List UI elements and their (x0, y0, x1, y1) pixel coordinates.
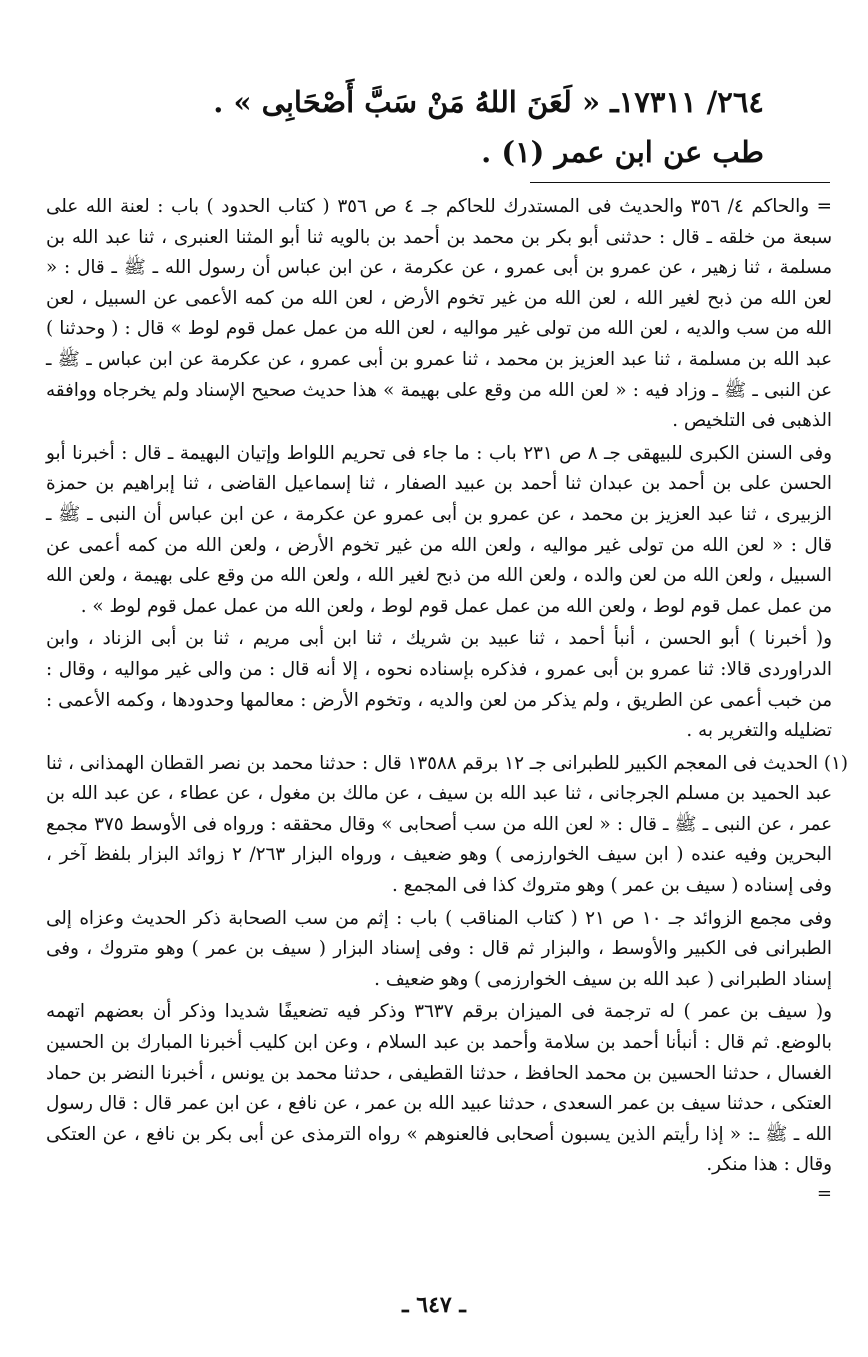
page-number: ـ ٦٤٧ ـ (402, 1292, 466, 1318)
footnote-marker: (١) (823, 752, 848, 774)
footnote-continuation-paragraph: = والحاكم ٤/ ٣٥٦ والحديث فى المستدرك للحاكم جـ ٤ ص ٣٥٦ ( كتاب الحدود ) باب : لعنة الله على سبعة من خلقه ـ قال : حدثنى أبو بكر بن محمد بن أحمد بن بالويه ثنا أبو المثنا العنبرى ، ثنا عبد الله بن مسلمة ، ثنا زهير ، عن عمرو بن أبى عمرو ، عن عكرمة ، عن ابن عباس أن رسول الله ـ ﷺ ـ قال : « لعن الله من ذبح لغير الله ، لعن الله من غير تخوم الأرض ، لعن الله من كمه الأعمى عن السبيل ، لعن الله من سب والديه ، لعن الله من تولى غير مواليه ، لعن الله من عمل عمل قوم لوط » قال : ( وحدثنا ) عبد الله بن مسلمة ، ثنا عبد العزيز بن محمد ، ثنا عمرو بن أبى عمرو ، عن عكرمة عن ابن عباس ـ ﷺ ـ عن النبى ـ ﷺ ـ وزاد فيه : « لعن الله من وقع على بهيمة » هذا حديث صحيح الإسناد ولم يخرجاه ووافقه الذهبى فى التلخيص . (46, 196, 832, 432)
footnote-paragraph-majma: وفى مجمع الزوائد جـ ١٠ ص ٢١ ( كتاب المناقب ) باب : إثم من سب الصحابة ذكر الحديث وعزاه إلى الطبرانى فى الكبير والأوسط ، والبزار ثم قال : وفى إسناد البزار ( سيف بن عمر ) وهو متروك ، وفى إسناد الطبرانى ( عبد الله بن سيف الخوارزمى ) وهو ضعيف . (46, 907, 832, 990)
footnote-1-text: الحديث فى المعجم الكبير للطبرانى جـ ١٢ برقم ١٣٥٨٨ قال : حدثنا محمد بن نصر القطان الهمذانى ، ثنا عبد الحميد بن مسلم الجرجانى ، ثنا عبد الله بن سيف ، عن مالك بن مغول ، عن عطاء ، عن عبد الله بن عمر ، عن النبى ـ ﷺ ـ قال : « لعن الله من سب أصحابى » وقال محققه : ورواه فى الأوسط ٣٧٥ مجمع البحرين وفيه عنده ( ابن سيف الخوارزمى ) وهو ضعيف ، ورواه البزار ٢٦٣/ ٢ زوائد البزار بلفظ آخر ، وفى إسناده ( سيف بن عمر ) وهو متروك كذا فى المجمع . (46, 752, 832, 897)
hadith-heading (46, 78, 764, 176)
footnote-paragraph-bayhaqi: وفى السنن الكبرى للبيهقى جـ ٨ ص ٢٣١ باب : ما جاء فى تحريم اللواط وإتيان البهيمة ـ قال : أخبرنا أبو الحسن على بن أحمد بن عبدان ثنا أحمد بن عبيد الصفار ، ثنا إسماعيل القاضى ، ثنا إبراهيم بن حمزة الزبيرى ، ثنا عبد العزيز بن محمد ، عن عمرو بن أبى عمرو عن عكرمة ، عن ابن عباس أن النبى ـ ﷺ ـ قال : « لعن الله من تولى غير مواليه ، ولعن الله من غير تخوم الأرض ، ولعن الله من كمه أعمى عن السبيل ، ولعن الله من لعن والده ، ولعن الله من ذبح لغير الله ، ولعن الله من وقع على بهيمة ، ولعن الله من عمل عمل قوم لوط ، ولعن الله من عمل عمل قوم لوط ، ولعن الله من عمل عمل قوم لوط » . (46, 442, 832, 617)
footnote-divider (530, 182, 830, 183)
footnote-1-paragraph (46, 749, 848, 902)
footnote-paragraph-mizan: و( سيف بن عمر ) له ترجمة فى الميزان برقم ٣٦٣٧ وذكر فيه تضعيفًا شديدا وذكر أن بعضهم اتهمه بالوضع. ثم قال : أنبأنا أحمد بن سلامة وأحمد بن عبد السلام ، وعن ابن كليب أخبرنا المبارك بن الحسين الغسال ، حدثنا الحسين بن محمد الحافظ ، حدثنا القطيفى ، حدثنا محمد بن يونس ، أخبرنا النضر بن حماد العتكى ، حدثنا سيف بن عمر السعدى ، حدثنا عبيد الله بن عمر ، عن نافع ، عن ابن عمر قال : قال رسول الله ـ ﷺ ـ: « إذا رأيتم الذين يسبون أصحابى فالعنوهم » رواه الترمذى عن أبى بكر بن نافع ، عن العتكى وقال : هذا منكر. (46, 1001, 832, 1176)
continuation-mark: = (816, 1183, 832, 1204)
footnotes-section (46, 192, 848, 1207)
footnote-paragraph-second-chain: و( أخبرنا ) أبو الحسن ، أنبأ أحمد ، ثنا عبيد بن شريك ، ثنا ابن أبى مريم ، ثنا بن أبى الزناد ، وابن الدراوردى قالا: ثنا عمرو بن أبى عمرو ، فذكره بإسناده نحوه ، إلا أنه قال : من والى غير مواليه ، وقال : من خبب أعمى عن الطريق ، ولم يذكر من لعن والديه ، وتخوم الأرض : معالمها وحدودها ، وكمه الأعمى : تضليله والتغرير به . (46, 628, 832, 742)
hadith-source-line: طب عن ابن عمر (١) . (481, 135, 764, 169)
hadith-text-line: ٢٦٤/ ١٧٣١١ـ « لَعَنَ اللهُ مَنْ سَبَّ أَصْحَابِى » . (213, 85, 764, 119)
